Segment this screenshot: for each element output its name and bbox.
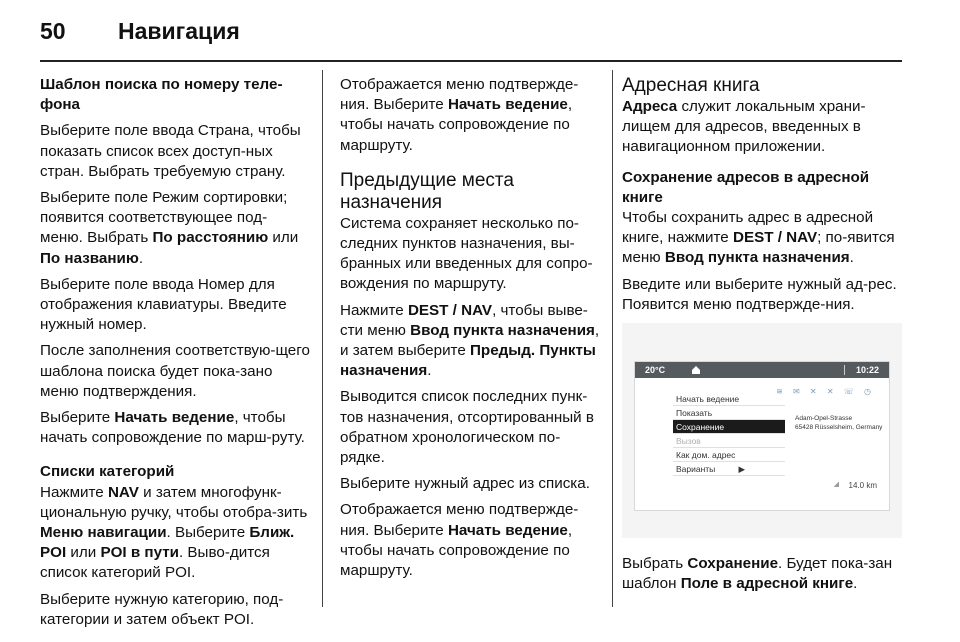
- home-icon: [691, 365, 701, 375]
- distance: 14.0 km: [848, 480, 877, 490]
- temperature: 20°C: [645, 365, 666, 376]
- chevron-right-icon: ▶: [738, 464, 745, 475]
- menu-item-options[interactable]: Варианты ▶: [673, 462, 785, 476]
- infotainment-screen: [634, 361, 890, 511]
- paragraph: Выберите нужный адрес из списка.: [340, 475, 590, 493]
- paragraph: Выберите поле ввода Номер для отображения клавиатуры. Введите нужный номер.: [40, 275, 287, 334]
- column-divider-1: [322, 70, 323, 607]
- confirmation-menu: [673, 392, 785, 476]
- clock: 10:22: [855, 365, 879, 376]
- column-divider-2: [612, 70, 613, 607]
- paragraph: После заполнения соответствую-щего шаблона поиска будет пока-зано меню подтверждения.: [40, 342, 310, 400]
- menu-item-start-guidance[interactable]: Начать ведение: [673, 392, 785, 406]
- paragraph: Выводится список последних пунк-тов назначения, отсортированный в обратном хронологическом по-рядке.: [340, 388, 594, 467]
- paragraph: Выберите поле Режим сортировки; появится соответствующее под-меню. Выбрать По расстоянию или По названию.: [40, 189, 299, 267]
- section-heading: Списки категорий: [40, 463, 175, 481]
- section-heading: Шаблон поиска по номеру теле-фона: [40, 76, 283, 114]
- status-bar: [635, 362, 889, 378]
- paragraph: Выбрать Сохранение. Будет пока-зан шаблон Поле в адресной книге.: [622, 555, 893, 593]
- section-heading: Адресная книга: [622, 75, 760, 96]
- paragraph: Выберите нужную категорию, под-категории и затем объект POI.: [40, 590, 284, 628]
- column-2: [340, 75, 605, 587]
- address-city: 65428 Rüsselsheim, Germany: [795, 424, 883, 432]
- paragraph: Чтобы сохранить адрес в адресной книге, нажмите DEST / NAV; по-явится меню Ввод пункта назначения.: [622, 209, 895, 267]
- paragraph: Выберите Начать ведение, чтобы начать сопровождение по марш-руту.: [40, 409, 305, 447]
- gps-signal-icon: ◢: [833, 480, 839, 488]
- page-number: 50: [40, 18, 66, 44]
- paragraph: Система сохраняет несколько по-следних пунктов назначения, вы-бранных или введенных для сопро-вождения по маршруту.: [340, 214, 593, 293]
- page-title: Навигация: [118, 18, 240, 44]
- paragraph: Отображается меню подтвержде-ния. Выберите Начать ведение, чтобы начать сопровождение по маршруту.: [340, 76, 579, 154]
- paragraph: Выберите поле ввода Страна, чтобы показать список всех доступ-ных стран. Выбрать требуемую страну.: [40, 122, 301, 180]
- menu-item-set-home[interactable]: Как дом. адрес: [673, 448, 785, 462]
- paragraph: Нажмите NAV и затем многофунк-циональную ручку, чтобы отобра-зить Меню навигации. Выберите Ближ. POI или POI в пути. Выво-дится список категорий POI.: [40, 483, 308, 582]
- menu-item-call[interactable]: Вызов: [673, 434, 785, 448]
- address-street: Adam-Opel-Strasse: [795, 415, 853, 423]
- status-icons: ≋ ✉ ✕ ✕ ☏ ◷: [776, 387, 875, 397]
- status-separator: [844, 365, 845, 375]
- infotainment-screenshot: [622, 323, 902, 538]
- paragraph: Нажмите DEST / NAV, чтобы выве-сти меню Ввод пункта назначения, и затем выберите Предыд. Пункты назначения.: [340, 301, 600, 380]
- paragraph: Адреса служит локальным храни-лищем для адресов, введенных в навигационном приложении.: [622, 98, 866, 156]
- header-rule: [40, 60, 902, 62]
- paragraph: Отображается меню подтвержде-ния. Выберите Начать ведение, чтобы начать сопровождение по маршруту.: [340, 501, 579, 580]
- column-1: [40, 75, 310, 636]
- menu-item-save[interactable]: Сохранение: [673, 420, 785, 434]
- destination-address: [795, 414, 882, 432]
- menu-item-show[interactable]: Показать: [673, 406, 785, 420]
- column-3: [622, 75, 907, 600]
- section-heading: Сохранение адресов в адресной книге: [622, 168, 870, 206]
- paragraph: Введите или выберите нужный ад-рес. Появится меню подтвержде-ния.: [622, 275, 897, 313]
- section-heading: Предыдущие места назначения: [340, 169, 514, 213]
